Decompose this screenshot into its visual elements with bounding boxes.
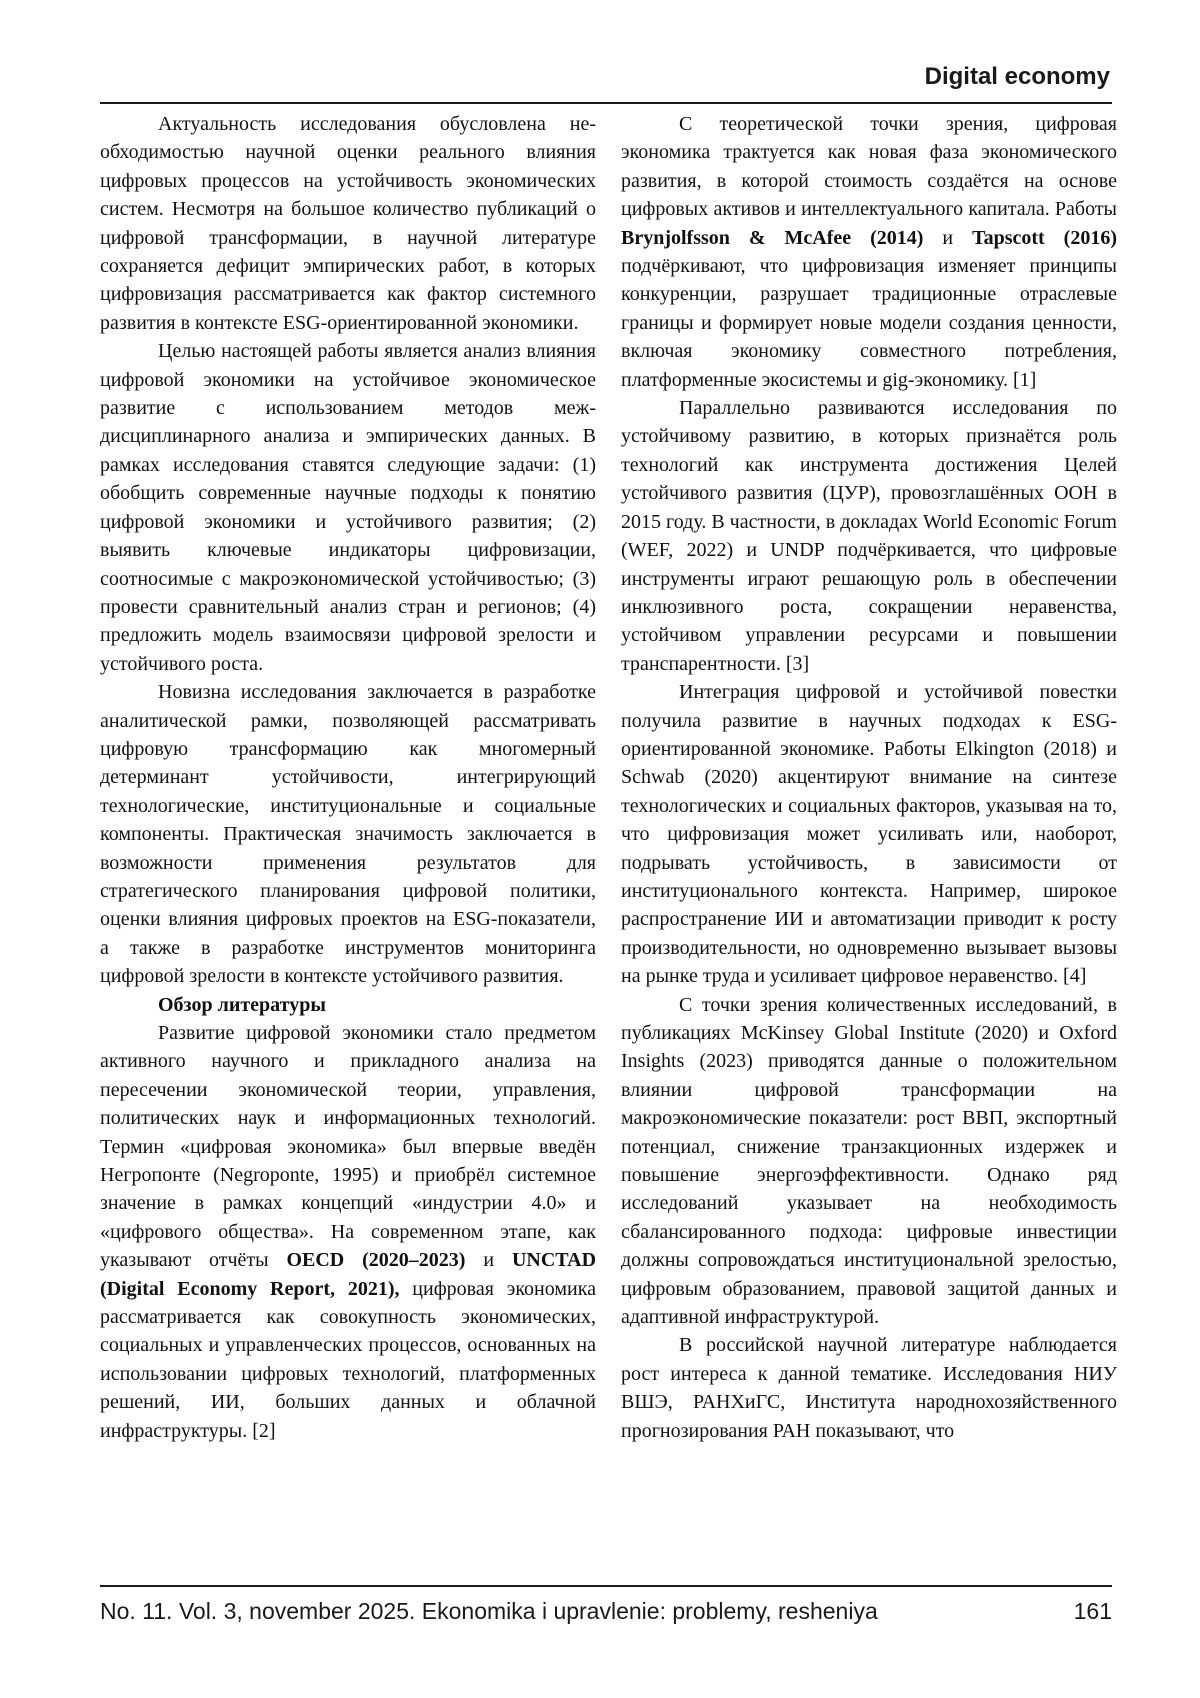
paragraph-russian-literature: В российской научной литературе наблюдается рост интереса к данной тематике. Исследования НИУ ВШЭ, РАНХиГС, Института народнохозяйственного прогнозирования РАН показывают, что (621, 1334, 1117, 1442)
section-heading-literature: Обзор литературы (158, 993, 326, 1016)
paragraph-literature-intro (100, 1019, 596, 1445)
text-run: Развитие цифровой экономики стало предметом активного научного и прикладного анализа на пересечении экономической теории, управления, политических наук и информационных технологий. Термин «цифровая экономика» был впервые введён Негропонте (Negroponte, 1995) и приобрёл системное значение в рамках концепций «индустрии 4.0» и «цифрового общества». На современном этапе, как указывают отчёты (100, 1022, 596, 1272)
footer-journal-info: No. 11. Vol. 3, november 2025. Ekonomika i upravlenie: problemy, resheniya (100, 1598, 878, 1624)
text-run: цифровая экономика рассматривается как совокупность экономических, социальных и управленческих процессов, основанных на использовании цифровых технологий, платформенных решений, ИИ, больших данных и облачной инфраструктуры. [2] (100, 1277, 596, 1442)
paragraph-quantitative: С точки зрения количественных исследований, в публикациях McKinsey Global Institute (2020) и Oxford Insights (2023) приводятся данные о положительном влиянии цифровой трансформации на макроэкономические показатели: рост ВВП, экспортный потенциал, снижение транзакционных издержек и повышение энергоэффективности. Однако ряд исследований указывает на необходимость сбалансированного подхода: цифровые инвестиции должны сопровождаться институциональной зрелостью, цифровым образованием, правовой защитой данных и адаптивной инфраструктурой. (621, 993, 1117, 1329)
text-run: и (465, 1249, 512, 1272)
text-run: и (923, 226, 973, 249)
running-head-section: Digital economy (924, 63, 1110, 90)
citation-brynjolfsson: Brynjolfsson & McAfee (2014) (621, 226, 924, 249)
footer-rule (100, 1585, 1112, 1587)
page-number: 161 (1073, 1598, 1112, 1624)
left-column (100, 110, 596, 1580)
citation-tapscott: Tapscott (2016) (972, 226, 1117, 249)
paragraph-relevance: Актуальность исследования обусловлена необходимостью научной оценки реального влияния цифровых процессов на устойчивость экономических систем. Несмотря на большое количество публикаций о цифровой трансформации, в научной литературе сохраняется дефицит эмпирических работ, в которых цифровизация рассматривается как фактор системного развития в контексте ESG-ориентированной экономики. (100, 113, 596, 334)
paragraph-sustainability: Параллельно развиваются исследования по устойчивому развитию, в которых признаётся роль технологий как инструмента достижения Целей устойчивого развития (ЦУР), провозглашённых ООН в 2015 году. В частности, в докладах World Economic Forum (WEF, 2022) и UNDP подчёркивается, что цифровые инструменты играют решающую роль в обеспечении инклюзивного роста, сокращении неравенства, устойчивом управлении ресурсами и повышении транспарентности. [3] (621, 397, 1117, 675)
citation-unctad: UNCTAD (Digital Economy Report, 2021), (100, 1249, 596, 1300)
paragraph-aim: Целью настоящей работы является анализ влияния цифровой экономики на устойчивое экономическое развитие с использованием методов междисциплинарного анализа и эмпирических данных. В рамках исследования ставятся следующие задачи: (1) обобщить современные научные подходы к понятию цифровой экономики и устойчивого развития; (2) выявить ключевые индикаторы цифровизации, соотносимые с макроэкономической устойчивостью; (3) провести сравнительный анализ стран и регионов; (4) предложить модель взаимосвязи цифровой зрелости и устойчивого роста. (100, 340, 596, 675)
header-rule (100, 102, 1112, 104)
paragraph-theory (621, 110, 1117, 394)
right-column (621, 110, 1117, 1580)
text-run: С теоретической точки зрения, цифровая экономика трактуется как новая фаза экономического развития, в которой стоимость создаётся на основе цифровых активов и интеллектуального капитала. Работы (621, 113, 1117, 221)
paragraph-integration: Интеграция цифровой и устойчивой повестки получила развитие в научных подходах к ESG-ориентированной экономике. Работы Elkington (2018) и Schwab (2020) акцентируют внимание на синтезе технологических и социальных факторов, указывая на то, что цифровизация может усиливать или, наоборот, подрывать устойчивость, в зависимости от институционального контекста. Например, широкое распространение ИИ и автоматизации приводит к росту производительности, но одновременно вызывает вызовы на рынке труда и усиливает цифровое неравенство. [4] (621, 681, 1117, 988)
paragraph-novelty: Новизна исследования заключается в разработке аналитической рамки, позволяющей рассматривать цифровую трансформацию как многомерный детерминант устойчивости, интегрирующий технологические, институциональные и социальные компоненты. Практическая значимость заключается в возможности применения результатов для стратегического планирования цифровой политики, оценки влияния цифровых проектов на ESG-показатели, а также в разработке инструментов мониторинга цифровой зрелости в контексте устойчивого развития. (100, 681, 596, 988)
text-run: подчёркивают, что цифровизация изменяет принципы конкуренции, разрушает традиционные отраслевые границы и формирует новые модели создания ценности, включая экономику совместного потребления, платформенные экосистемы и gig-экономику. [1] (621, 255, 1117, 391)
citation-oecd: OECD (2020–2023) (286, 1249, 466, 1272)
